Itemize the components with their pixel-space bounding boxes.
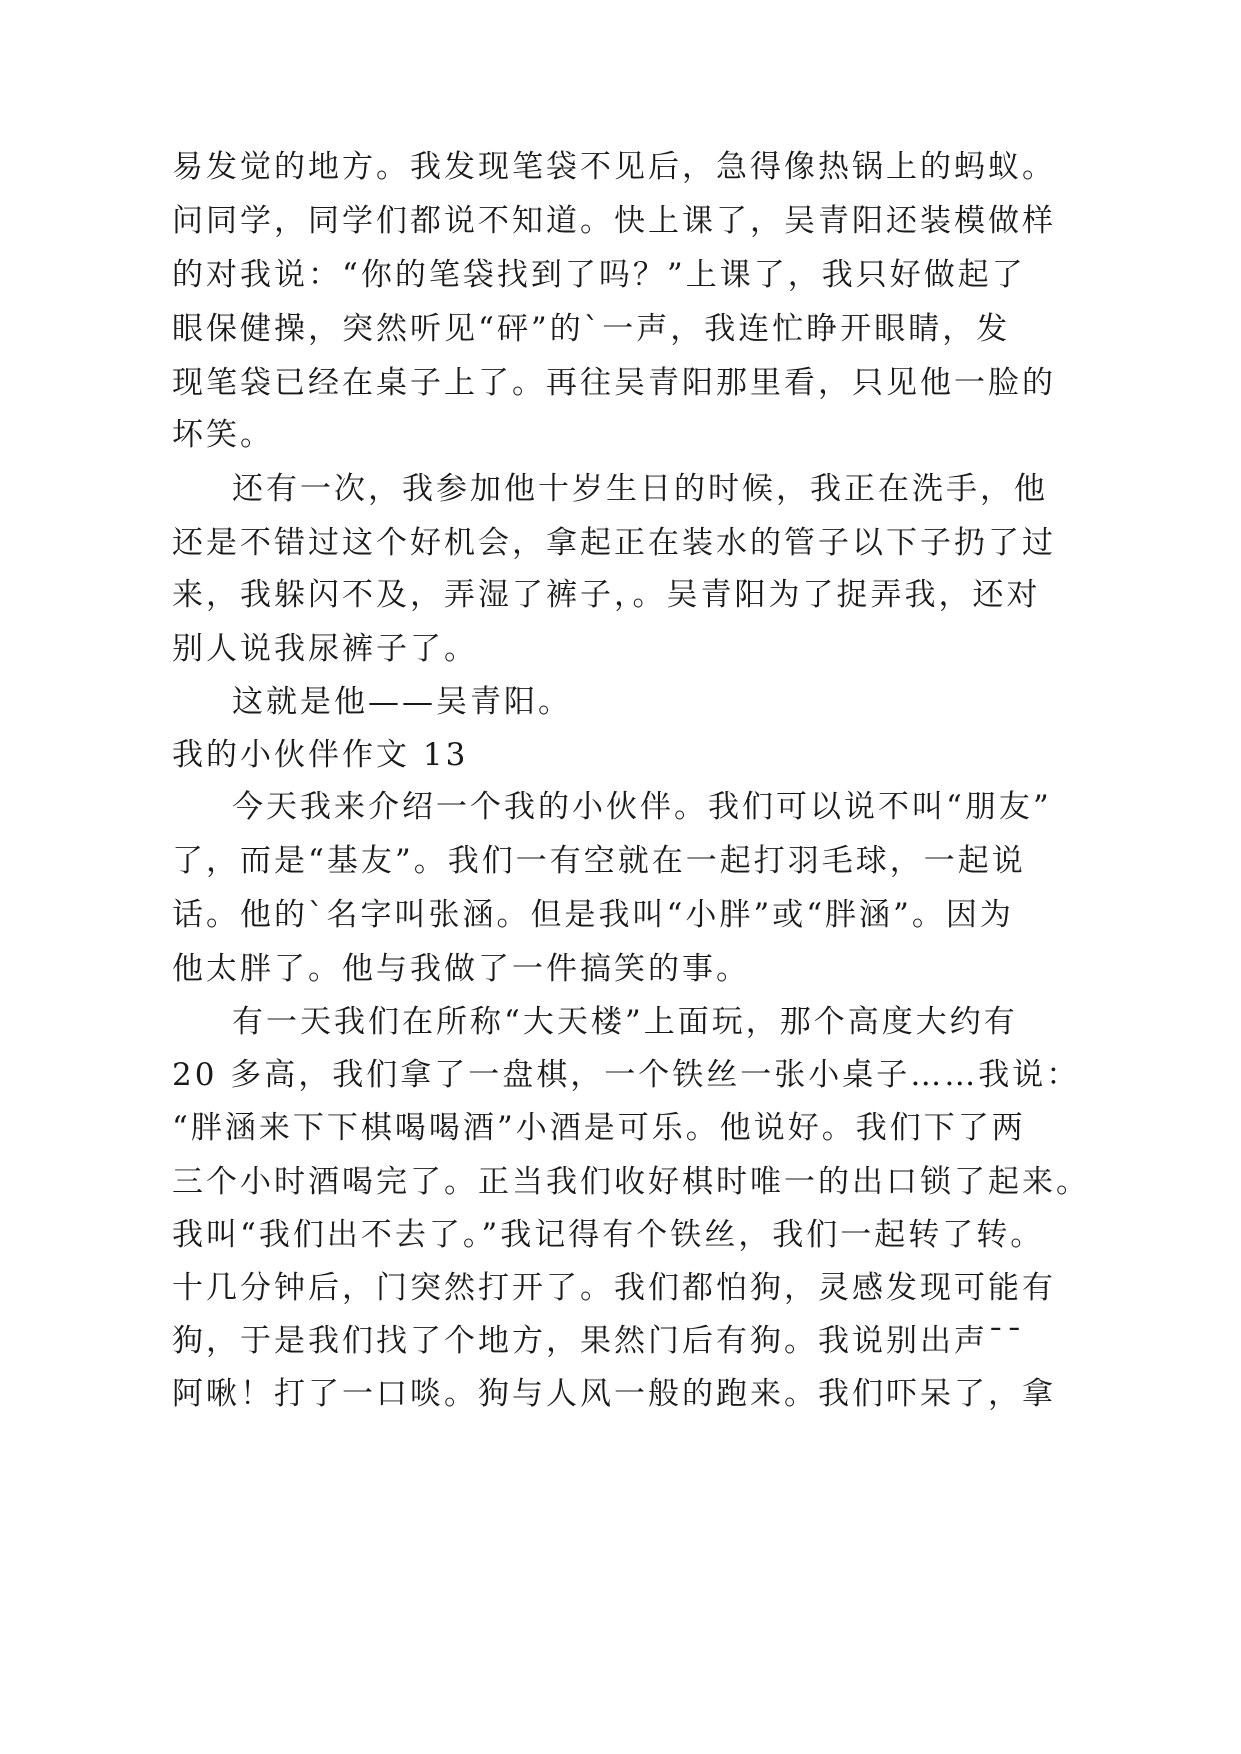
section-heading: 我的小伙伴作文 13: [172, 737, 469, 773]
text-line: 话。他的`名字叫张涵。但是我叫“小胖”或“胖涵”。因为: [172, 897, 1014, 933]
text-line: 十几分钟后，门突然打开了。我们都怕狗，灵感发现可能有: [172, 1270, 1056, 1306]
text-line: 这就是他——吴青阳。: [232, 684, 572, 720]
text-line: 来，我躲闪不及，弄湿了裤子，。吴青阳为了捉弄我，还对: [172, 577, 1041, 613]
text-line: “胖涵来下下棋喝喝酒”小酒是可乐。他说好。我们下了两: [172, 1110, 1026, 1146]
text-line: 现笔袋已经在桌子上了。再往吴青阳那里看，只见他一脸的: [172, 365, 1056, 401]
text-line: 问同学，同学们都说不知道。快上课了，吴青阳还装模做样: [172, 203, 1056, 239]
text-line: 今天我来介绍一个我的小伙伴。我们可以说不叫“朋友”: [232, 789, 1052, 825]
text-line: 坏笑。: [172, 417, 274, 453]
text-line: 20 多高，我们拿了一盘棋，一个铁丝一张小桌子……我说：: [172, 1057, 1081, 1093]
text-line: 别人说我尿裤子了。: [172, 631, 478, 667]
text-line: 了，而是“基友”。我们一有空就在一起打羽毛球，一起说: [172, 843, 1026, 879]
text-line: 的对我说：“你的笔袋找到了吗？”上课了，我只好做起了: [172, 257, 1026, 293]
text-line: 我叫“我们出不去了。”我记得有个铁丝，我们一起转了转。: [172, 1217, 1045, 1253]
text-line: 还是不错过这个好机会，拿起正在装水的管子以下子扔了过: [172, 525, 1056, 561]
text-line: 还有一次，我参加他十岁生日的时候，我正在洗手，他: [232, 471, 1048, 507]
text-line: 有一天我们在所称“大天楼”上面玩，那个高度大约有: [232, 1004, 1018, 1040]
text-line: 阿啾！打了一口啖。狗与人风一般的跑来。我们吓呆了，拿: [172, 1376, 1056, 1412]
text-line: 狗，于是我们找了个地方，果然门后有狗。我说别出声¯¯: [172, 1323, 1025, 1359]
text-line: 三个小时酒喝完了。正当我们收好棋时唯一的出口锁了起来。: [172, 1164, 1090, 1200]
text-line: 他太胖了。他与我做了一件搞笑的事。: [172, 951, 750, 987]
text-line: 眼保健操，突然听见“砰”的`一声，我连忙睁开眼睛，发: [172, 311, 1011, 347]
text-line: 易发觉的地方。我发现笔袋不见后，急得像热锅上的蚂蚁。: [172, 149, 1056, 185]
